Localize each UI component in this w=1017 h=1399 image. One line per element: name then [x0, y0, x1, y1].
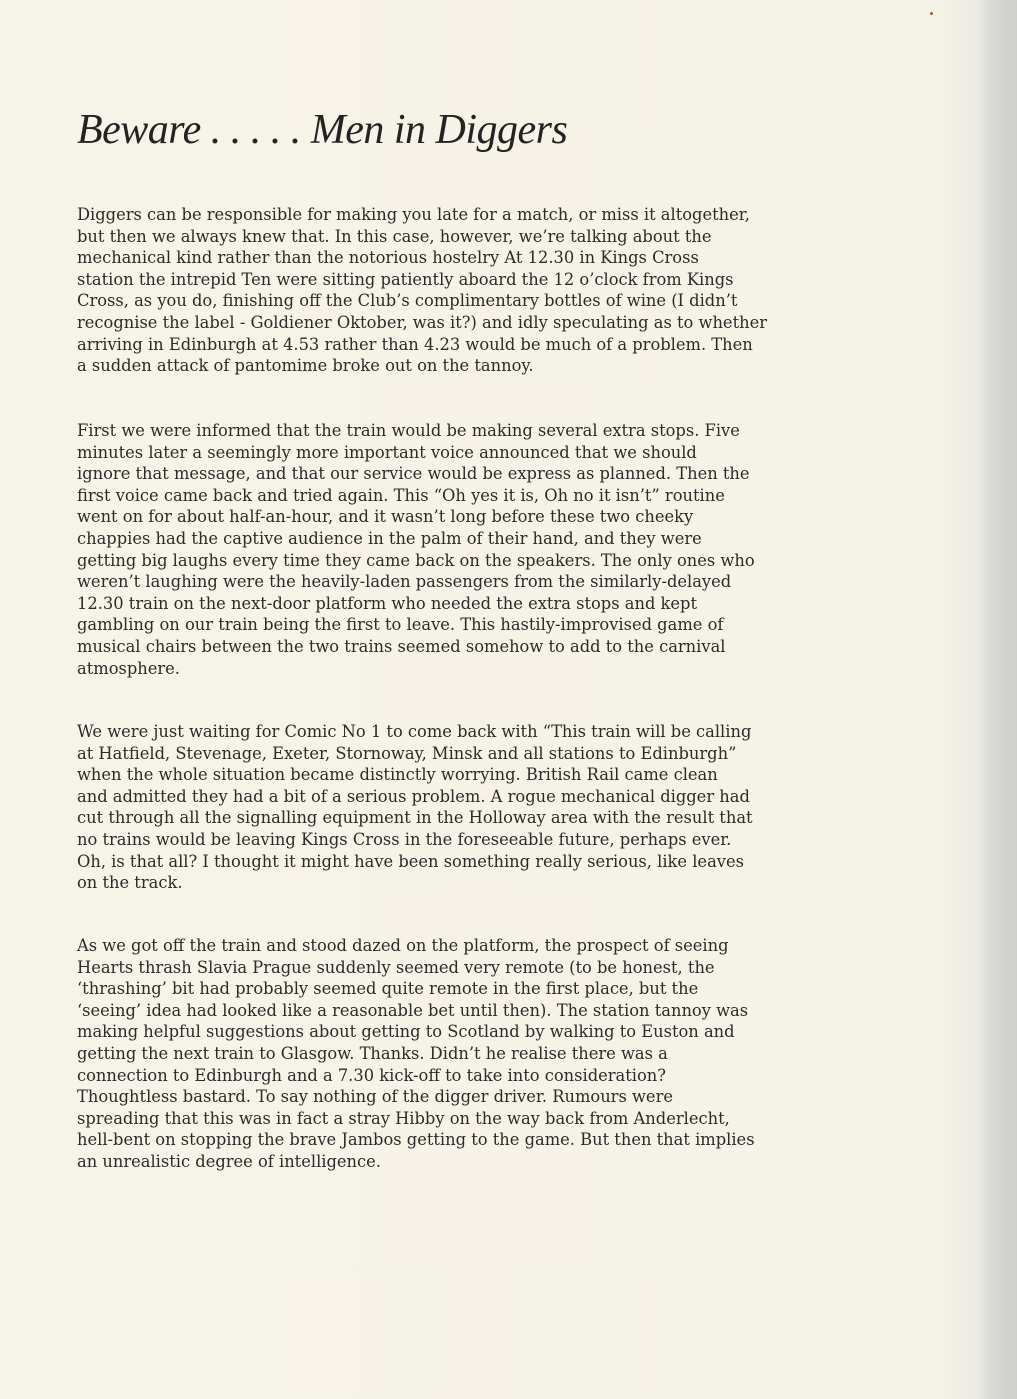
text-line: chappies had the captive audience in the palm of their hand, and they were [77, 528, 702, 548]
text-line: and admitted they had a bit of a serious problem. A rogue mechanical digger had [77, 786, 750, 806]
text-line: station the intrepid Ten were sitting patiently aboard the 12 o’clock from Kings [77, 269, 734, 289]
text-line: musical chairs between the two trains seemed somehow to add to the carnival [77, 636, 726, 656]
text-line: went on for about half-an-hour, and it wasn’t long before these two cheeky [77, 507, 694, 527]
page-edge-shadow [977, 0, 1017, 1399]
article-title: Beware . . . . . Men in Diggers [77, 107, 568, 153]
text-line: first voice came back and tried again. This “Oh yes it is, Oh no it isn’t” routine [77, 485, 725, 505]
text-line: Oh, is that all? I thought it might have been something really serious, like leaves [77, 851, 744, 871]
text-line: gambling on our train being the first to leave. This hastily-improvised game of [77, 615, 724, 635]
text-line: As we got off the train and stood dazed on the platform, the prospect of seeing [77, 936, 729, 955]
text-line: ‘seeing’ idea had looked like a reasonable bet until then). The station tannoy was [77, 1000, 749, 1020]
text-line: making helpful suggestions about getting to Scotland by walking to Euston and [77, 1022, 735, 1042]
text-line: atmosphere. [77, 658, 180, 678]
text-line: hell-bent on stopping the brave Jambos getting to the game. But then that implies [77, 1130, 755, 1150]
paper-speck [930, 12, 933, 15]
text-line: minutes later a seemingly more important voice announced that we should [77, 442, 697, 462]
paragraph-1 [77, 204, 867, 377]
text-line: We were just waiting for Comic No 1 to come back with “This train will be calling [77, 722, 752, 741]
text-line: on the track. [77, 873, 183, 893]
text-line: First we were informed that the train would be making several extra stops. Five [77, 421, 740, 440]
text-line: recognise the label - Goldiener Oktober, was it?) and idly speculating as to whether [77, 312, 768, 332]
text-line: ignore that message, and that our service would be express as planned. Then the [77, 464, 750, 484]
text-line: cut through all the signalling equipment in the Holloway area with the result that [77, 808, 753, 828]
text-line: an unrealistic degree of intelligence. [77, 1151, 381, 1171]
text-line: weren’t laughing were the heavily-laden passengers from the similarly-delayed [77, 572, 732, 592]
text-line: ‘thrashing’ bit had probably seemed quite remote in the first place, but the [77, 979, 699, 999]
text-line: a sudden attack of pantomime broke out on the tannoy. [77, 356, 534, 376]
paragraph-3 [77, 721, 867, 894]
text-line: arriving in Edinburgh at 4.53 rather than 4.23 would be much of a problem. Then [77, 334, 753, 354]
paragraph-4 [77, 935, 867, 1173]
text-line: 12.30 train on the next-door platform who needed the extra stops and kept [77, 593, 698, 613]
text-line: getting big laughs every time they came back on the speakers. The only ones who [77, 550, 755, 570]
text-line: no trains would be leaving Kings Cross in the foreseeable future, perhaps ever. [77, 829, 732, 849]
text-line: spreading that this was in fact a stray Hibby on the way back from Anderlecht, [77, 1108, 730, 1128]
text-line: but then we always knew that. In this case, however, we’re talking about the [77, 226, 712, 246]
text-line: at Hatfield, Stevenage, Exeter, Stornoway, Minsk and all stations to Edinburgh” [77, 743, 737, 763]
text-line: mechanical kind rather than the notorious hostelry At 12.30 in Kings Cross [77, 248, 699, 268]
text-line: Diggers can be responsible for making you late for a match, or miss it altogether, [77, 205, 750, 224]
text-line: when the whole situation became distinctly worrying. British Rail came clean [77, 765, 718, 785]
paragraph-2 [77, 420, 867, 679]
text-line: Cross, as you do, finishing off the Club’s complimentary bottles of wine (I didn’t [77, 291, 738, 311]
text-line: connection to Edinburgh and a 7.30 kick-off to take into consideration? [77, 1065, 667, 1085]
text-line: Thoughtless bastard. To say nothing of the digger driver. Rumours were [77, 1087, 673, 1107]
text-line: Hearts thrash Slavia Prague suddenly seemed very remote (to be honest, the [77, 957, 715, 977]
text-line: getting the next train to Glasgow. Thanks. Didn’t he realise there was a [77, 1043, 668, 1063]
